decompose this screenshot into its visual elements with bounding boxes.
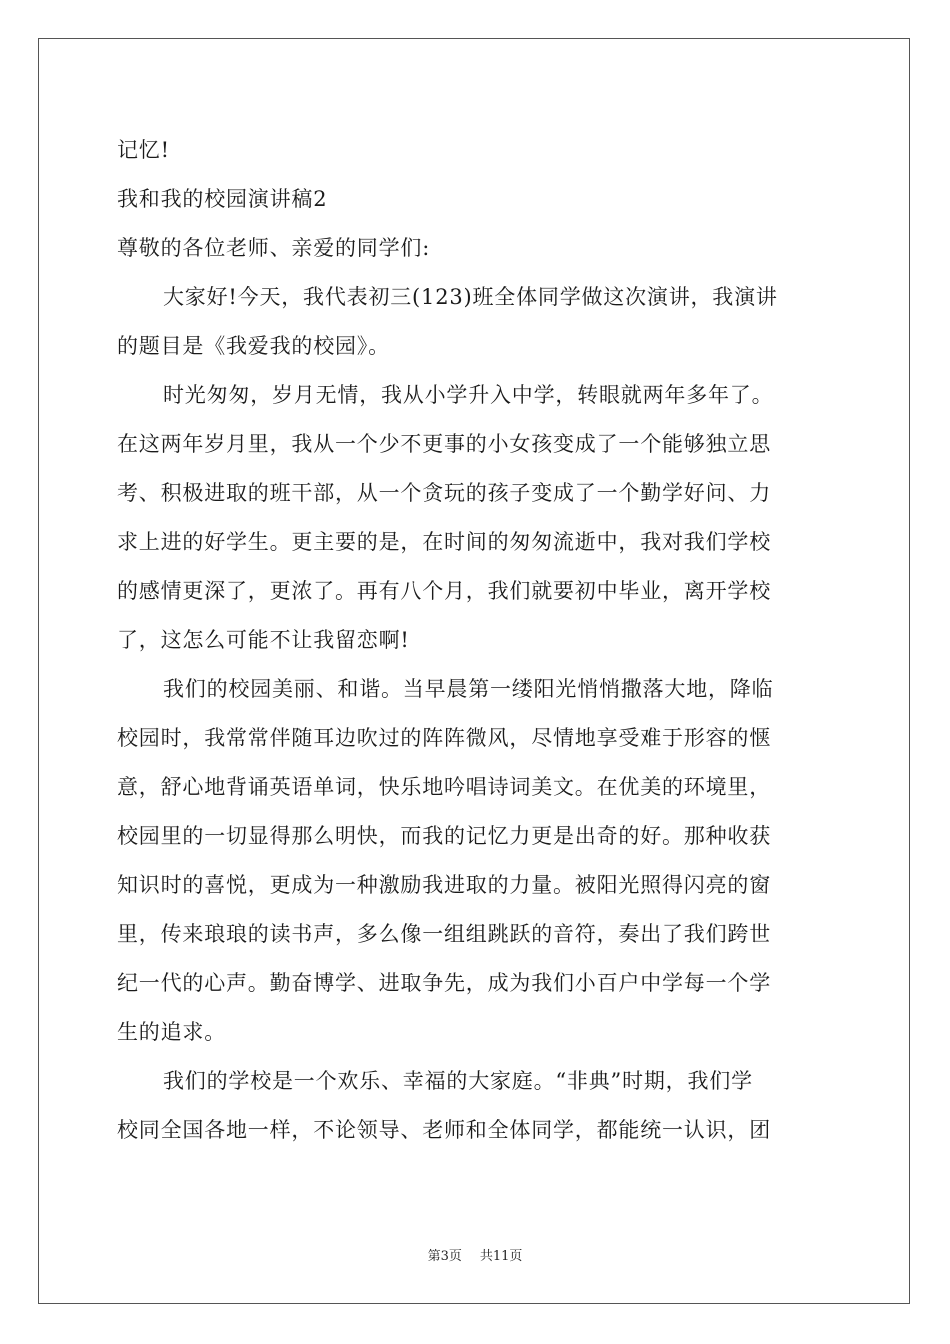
text-line: 里，传来琅琅的读书声，多么像一组组跳跃的音符，奏出了我们跨世 <box>117 922 771 946</box>
text-line: 大家好!今天，我代表初三(123)班全体同学做这次演讲，我演讲 <box>163 285 778 309</box>
text-line: 求上进的好学生。更主要的是，在时间的匆匆流逝中，我对我们学校 <box>117 530 771 554</box>
text-line: 生的追求。 <box>117 1020 226 1044</box>
page-total: 共11页 <box>479 1249 523 1264</box>
text-line: 的感情更深了，更浓了。再有八个月，我们就要初中毕业，离开学校 <box>117 579 771 603</box>
text-line: 意，舒心地背诵英语单词，快乐地吟唱诗词美文。在优美的环境里， <box>117 775 771 799</box>
document-body <box>117 126 835 1155</box>
text-line: 我们的学校是一个欢乐、幸福的大家庭。“非典”时期，我们学 <box>163 1069 753 1093</box>
text-line: 知识时的喜悦，更成为一种激励我进取的力量。被阳光照得闪亮的窗 <box>117 873 771 897</box>
text-line: 考、积极进取的班干部，从一个贪玩的孩子变成了一个勤学好问、力 <box>117 481 771 505</box>
text-line: 的题目是《我爱我的校园》。 <box>117 334 390 358</box>
page-footer <box>0 1248 950 1266</box>
page-number: 第3页 <box>427 1249 462 1264</box>
text-line: 校园里的一切显得那么明快，而我的记忆力更是出奇的好。那种收获 <box>117 824 771 848</box>
text-line: 校同全国各地一样，不论领导、老师和全体同学，都能统一认识，团 <box>117 1118 771 1142</box>
text-line: 纪一代的心声。勤奋博学、进取争先，成为我们小百户中学每一个学 <box>117 971 771 995</box>
text-line: 时光匆匆，岁月无情，我从小学升入中学，转眼就两年多年了。 <box>163 383 774 407</box>
text-line: 校园时，我常常伴随耳边吹过的阵阵微风，尽情地享受难于形容的惬 <box>117 726 771 750</box>
text-line: 我和我的校园演讲稿2 <box>117 187 328 211</box>
text-line: 在这两年岁月里，我从一个少不更事的小女孩变成了一个能够独立思 <box>117 432 771 456</box>
text-line: 尊敬的各位老师、亲爱的同学们: <box>117 236 431 260</box>
text-line: 记忆! <box>117 138 170 162</box>
text-line: 了，这怎么可能不让我留恋啊! <box>117 628 410 652</box>
text-line: 我们的校园美丽、和谐。当早晨第一缕阳光悄悄撒落大地，降临 <box>163 677 774 701</box>
